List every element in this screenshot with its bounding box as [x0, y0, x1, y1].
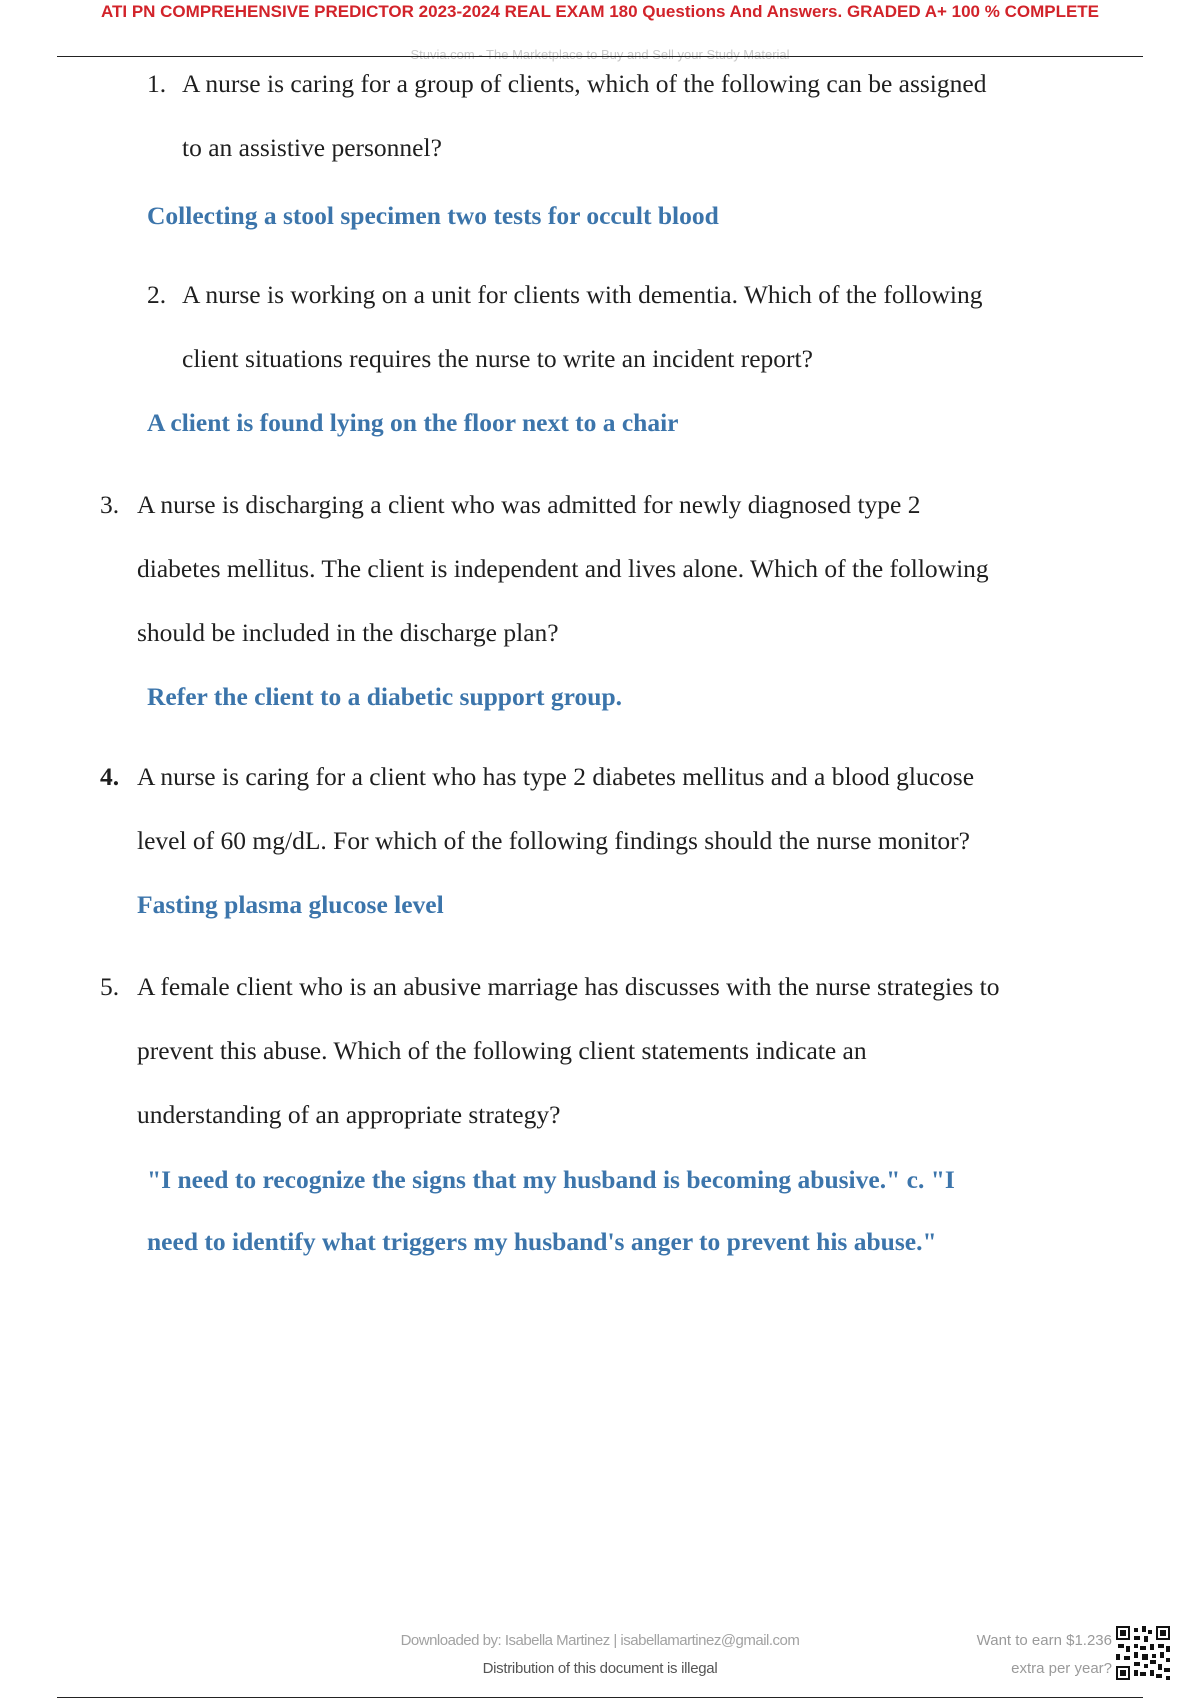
question-text-line: A nurse is caring for a group of clients, which of the following can be assigned	[182, 69, 987, 98]
earn-promo-line1: Want to earn $1.236	[976, 1632, 1112, 1649]
answer-1	[147, 185, 719, 247]
footer-divider	[57, 1697, 1143, 1698]
answer-text-line: need to identify what triggers my husband's anger to prevent his abuse."	[147, 1227, 937, 1256]
question-text-line: should be included in the discharge plan?	[137, 618, 559, 647]
earn-promo[interactable]	[930, 1627, 1112, 1683]
question-text-line: A nurse is working on a unit for clients with dementia. Which of the following	[182, 280, 983, 309]
earn-promo-line2: extra per year?	[1011, 1660, 1112, 1677]
question-text-line: prevent this abuse. Which of the following client statements indicate an	[137, 1036, 867, 1065]
answer-text-line: Refer the client to a diabetic support group.	[147, 682, 623, 711]
question-4	[100, 745, 1110, 873]
answer-2	[147, 392, 679, 454]
downloaded-by-text: Downloaded by: Isabella Martinez | isabellamartinez@gmail.com	[400, 1632, 800, 1649]
question-text-line: diabetes mellitus. The client is independent and lives alone. Which of the following	[137, 554, 989, 583]
question-number: 5.	[100, 972, 120, 1001]
answer-text-line: Collecting a stool specimen two tests for occult blood	[147, 201, 719, 230]
question-text-line: A nurse is discharging a client who was admitted for newly diagnosed type 2	[137, 490, 921, 519]
download-notice	[340, 1627, 860, 1683]
qr-code-icon[interactable]	[1116, 1626, 1170, 1680]
question-2	[147, 263, 1107, 391]
question-number: 4.	[100, 762, 120, 791]
question-text-line: understanding of an appropriate strategy?	[137, 1100, 561, 1129]
question-text-line: to an assistive personnel?	[182, 133, 442, 162]
answer-4	[137, 874, 444, 936]
question-5	[100, 955, 1130, 1147]
question-text-line: A nurse is caring for a client who has type 2 diabetes mellitus and a blood glucose	[137, 762, 975, 791]
question-text-line: client situations requires the nurse to write an incident report?	[182, 344, 813, 373]
question-number: 3.	[100, 490, 120, 519]
answer-text-line: Fasting plasma glucose level	[137, 890, 444, 919]
question-text-line: level of 60 mg/dL. For which of the following findings should the nurse monitor?	[137, 826, 970, 855]
answer-3	[147, 666, 622, 728]
stuvia-watermark: Stuvia.com - The Marketplace to Buy and Sell your Study Material	[410, 47, 790, 62]
answer-5	[147, 1149, 1137, 1273]
question-number: 2.	[147, 280, 167, 309]
question-text-line: A female client who is an abusive marriage has discusses with the nurse strategies to	[137, 972, 1000, 1001]
document-header-title: ATI PN COMPREHENSIVE PREDICTOR 2023-2024 REAL EXAM 180 Questions And Answers. GRADED A+ 100 % COMPLETE	[100, 2, 1100, 21]
question-1	[147, 52, 1107, 180]
distribution-illegal-text: Distribution of this document is illegal	[482, 1660, 718, 1677]
question-3	[100, 473, 1110, 665]
question-number: 1.	[147, 69, 167, 98]
answer-text-line: A client is found lying on the floor next to a chair	[147, 408, 679, 437]
answer-text-line: "I need to recognize the signs that my husband is becoming abusive." c. "I	[147, 1165, 955, 1194]
